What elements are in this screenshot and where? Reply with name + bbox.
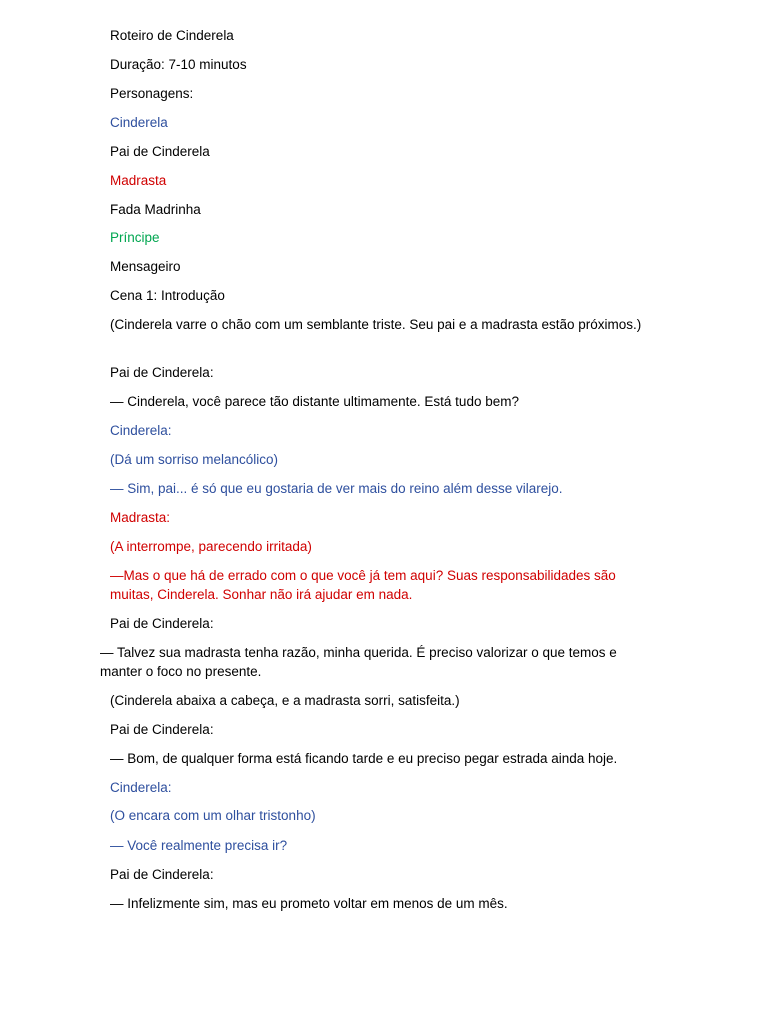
characters-heading: Personagens: — [110, 86, 194, 101]
speaker-label: Pai de Cinderela: — [110, 365, 214, 380]
stage-direction: (Cinderela varre o chão com um semblante triste. Seu pai e a madrasta estão próximos.) — [110, 317, 642, 332]
character-pai: Pai de Cinderela — [110, 144, 210, 159]
speaker-label: Cinderela: — [110, 780, 172, 795]
dialogue-line: — Sim, pai... é só que eu gostaria de ver mais do reino além desse vilarejo. — [110, 481, 563, 496]
speaker-label: Pai de Cinderela: — [110, 867, 214, 882]
script-title: Roteiro de Cinderela — [110, 28, 234, 43]
speaker-label: Cinderela: — [110, 423, 172, 438]
dialogue-line: — Talvez sua madrasta tenha razão, minha querida. É preciso valorizar o que temos e manter o foco no presente. — [100, 645, 617, 679]
stage-direction: (Cinderela abaixa a cabeça, e a madrasta sorri, satisfeita.) — [110, 693, 460, 708]
character-cinderela: Cinderela — [110, 115, 168, 130]
dialogue-line: — Infelizmente sim, mas eu prometo voltar em menos de um mês. — [110, 896, 508, 911]
character-madrasta: Madrasta — [110, 173, 167, 188]
duration-text: Duração: 7-10 minutos — [110, 57, 247, 72]
character-principe: Príncipe — [110, 230, 160, 245]
scene-heading: Cena 1: Introdução — [110, 288, 225, 303]
speaker-label: Madrasta: — [110, 510, 171, 525]
speaker-label: Pai de Cinderela: — [110, 616, 214, 631]
character-fada-madrinha: Fada Madrinha — [110, 202, 201, 217]
stage-direction: (O encara com um olhar tristonho) — [110, 808, 316, 823]
dialogue-line: — Bom, de qualquer forma está ficando tarde e eu preciso pegar estrada ainda hoje. — [110, 751, 618, 766]
character-mensageiro: Mensageiro — [110, 259, 181, 274]
speaker-label: Pai de Cinderela: — [110, 722, 214, 737]
dialogue-line: — Cinderela, você parece tão distante ultimamente. Está tudo bem? — [110, 394, 519, 409]
dialogue-line: —Mas o que há de errado com o que você já tem aqui? Suas responsabilidades são muitas, Cinderela. Sonhar não irá ajudar em nada. — [110, 568, 616, 602]
stage-direction: (Dá um sorriso melancólico) — [110, 452, 279, 467]
stage-direction: (A interrompe, parecendo irritada) — [110, 539, 312, 554]
dialogue-line: — Você realmente precisa ir? — [110, 838, 288, 853]
